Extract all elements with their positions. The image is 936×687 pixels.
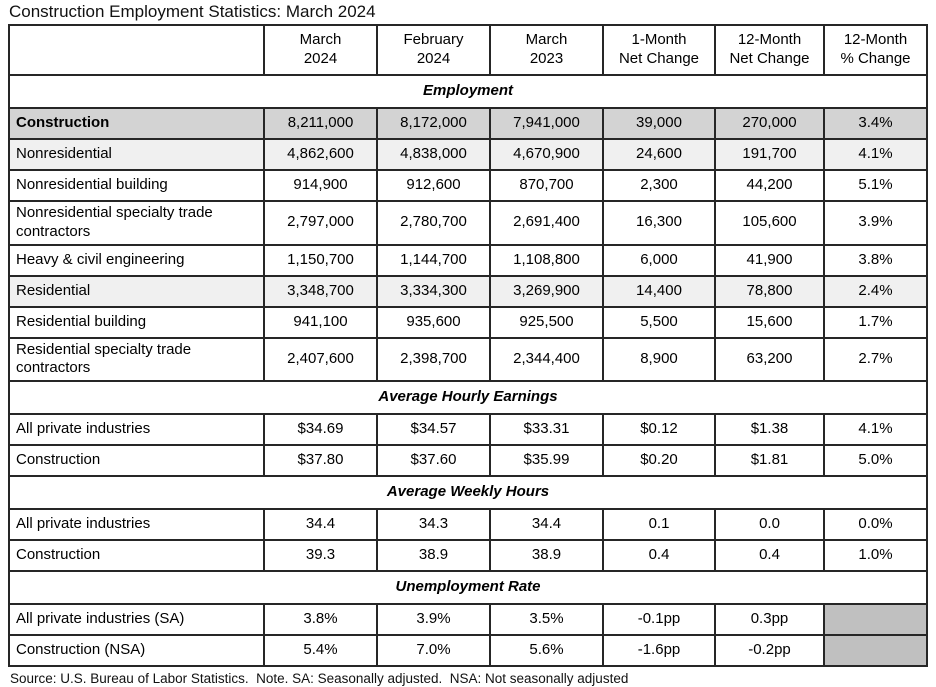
row-label: All private industries (SA) (9, 604, 264, 635)
cell-value: 0.4 (603, 540, 715, 571)
cell-value: 8,172,000 (377, 108, 490, 139)
section-heading: Employment (9, 75, 927, 108)
column-header-line: 2023 (529, 50, 564, 67)
cell-value: 8,211,000 (264, 108, 377, 139)
table-row (9, 307, 927, 338)
cell-value: -1.6pp (603, 635, 715, 666)
cell-value: 3,269,900 (490, 276, 603, 307)
cell-value: 34.4 (490, 509, 603, 540)
section-heading: Unemployment Rate (9, 571, 927, 604)
cell-value: 3.4% (824, 108, 927, 139)
cell-value: 1,144,700 (377, 245, 490, 276)
row-label: Nonresidential specialty trade contractors (9, 201, 264, 245)
row-label: Nonresidential (9, 139, 264, 170)
cell-value: 2,344,400 (490, 338, 603, 382)
cell-value: 5.1% (824, 170, 927, 201)
cell-value: 3.9% (377, 604, 490, 635)
table-row (9, 245, 927, 276)
cell-value: 4.1% (824, 414, 927, 445)
column-header-line: 12-Month (737, 31, 802, 49)
table-row (9, 635, 927, 666)
cell-value: 1,150,700 (264, 245, 377, 276)
row-label: Residential specialty trade contractors (9, 338, 264, 382)
cell-value: 105,600 (715, 201, 824, 245)
cell-value: $1.38 (715, 414, 824, 445)
row-label: Nonresidential building (9, 170, 264, 201)
statistics-table (8, 24, 928, 667)
cell-value: 1,108,800 (490, 245, 603, 276)
cell-value: 0.4 (715, 540, 824, 571)
cell-value: 2,407,600 (264, 338, 377, 382)
cell-value: 2,780,700 (377, 201, 490, 245)
row-label: Construction (9, 108, 264, 139)
cell-value: 41,900 (715, 245, 824, 276)
cell-value: 2,300 (603, 170, 715, 201)
cell-value: $37.80 (264, 445, 377, 476)
cell-value: 3.5% (490, 604, 603, 635)
cell-value: 15,600 (715, 307, 824, 338)
cell-value: 3,348,700 (264, 276, 377, 307)
row-label: Construction (9, 540, 264, 571)
cell-value: 914,900 (264, 170, 377, 201)
column-header-february-2024 (377, 25, 490, 75)
cell-value: 4,838,000 (377, 139, 490, 170)
column-header-line: 2024 (416, 50, 451, 67)
cell-value: 935,600 (377, 307, 490, 338)
column-header-line: March (299, 31, 342, 49)
cell-value: 0.0% (824, 509, 927, 540)
table-row (9, 108, 927, 139)
cell-value: 8,900 (603, 338, 715, 382)
page-title: Construction Employment Statistics: March 2024 (9, 2, 376, 21)
cell-value: 5,500 (603, 307, 715, 338)
cell-value: 7.0% (377, 635, 490, 666)
row-label: Construction (NSA) (9, 635, 264, 666)
cell-value: 4,862,600 (264, 139, 377, 170)
blank-gray-cell (824, 604, 927, 635)
cell-value: 3.8% (824, 245, 927, 276)
cell-value: -0.2pp (715, 635, 824, 666)
cell-value: 912,600 (377, 170, 490, 201)
table-row (9, 540, 927, 571)
row-label: Residential building (9, 307, 264, 338)
column-header-march-2023 (490, 25, 603, 75)
cell-value: 5.6% (490, 635, 603, 666)
cell-value: 870,700 (490, 170, 603, 201)
blank-gray-cell (824, 635, 927, 666)
cell-value: 2.4% (824, 276, 927, 307)
column-header-line: 12-Month (843, 31, 908, 49)
cell-value: 7,941,000 (490, 108, 603, 139)
cell-value: $0.12 (603, 414, 715, 445)
cell-value: 39,000 (603, 108, 715, 139)
cell-value: 4.1% (824, 139, 927, 170)
cell-value: 1.0% (824, 540, 927, 571)
cell-value: 63,200 (715, 338, 824, 382)
table-row (9, 170, 927, 201)
cell-value: 3.8% (264, 604, 377, 635)
column-header-line: Net Change (729, 50, 810, 67)
section-heading-row (9, 381, 927, 414)
cell-value: $37.60 (377, 445, 490, 476)
table-row (9, 414, 927, 445)
column-header-line: February (403, 31, 464, 49)
cell-value: -0.1pp (603, 604, 715, 635)
header-row (9, 25, 927, 75)
section-heading: Average Hourly Earnings (9, 381, 927, 414)
cell-value: 34.4 (264, 509, 377, 540)
cell-value: 2.7% (824, 338, 927, 382)
table-row (9, 445, 927, 476)
row-label: Heavy & civil engineering (9, 245, 264, 276)
cell-value: 38.9 (377, 540, 490, 571)
section-heading-row (9, 476, 927, 509)
table-row (9, 201, 927, 245)
cell-value: 34.3 (377, 509, 490, 540)
cell-value: 191,700 (715, 139, 824, 170)
column-header-empty (9, 25, 264, 75)
column-header-12-month-pct-change (824, 25, 927, 75)
row-label: Residential (9, 276, 264, 307)
table-row (9, 604, 927, 635)
cell-value: 0.1 (603, 509, 715, 540)
cell-value: 14,400 (603, 276, 715, 307)
cell-value: 6,000 (603, 245, 715, 276)
section-heading-row (9, 75, 927, 108)
cell-value: $33.31 (490, 414, 603, 445)
cell-value: 24,600 (603, 139, 715, 170)
column-header-line: % Change (840, 50, 911, 67)
cell-value: 44,200 (715, 170, 824, 201)
cell-value: 5.0% (824, 445, 927, 476)
cell-value: 3,334,300 (377, 276, 490, 307)
column-header-line: March (525, 31, 568, 49)
table-row (9, 276, 927, 307)
row-label: All private industries (9, 509, 264, 540)
cell-value: 270,000 (715, 108, 824, 139)
cell-value: $34.69 (264, 414, 377, 445)
table-row (9, 139, 927, 170)
section-heading: Average Weekly Hours (9, 476, 927, 509)
cell-value: 16,300 (603, 201, 715, 245)
column-header-12-month-net-change (715, 25, 824, 75)
cell-value: 941,100 (264, 307, 377, 338)
cell-value: 1.7% (824, 307, 927, 338)
column-header-line: 1-Month (631, 31, 687, 49)
row-label: Construction (9, 445, 264, 476)
cell-value: 2,398,700 (377, 338, 490, 382)
row-label: All private industries (9, 414, 264, 445)
cell-value: $35.99 (490, 445, 603, 476)
cell-value: 38.9 (490, 540, 603, 571)
cell-value: 4,670,900 (490, 139, 603, 170)
cell-value: $34.57 (377, 414, 490, 445)
cell-value: $1.81 (715, 445, 824, 476)
column-header-1-month-net-change (603, 25, 715, 75)
cell-value: 2,797,000 (264, 201, 377, 245)
cell-value: 2,691,400 (490, 201, 603, 245)
column-header-march-2024 (264, 25, 377, 75)
cell-value: 5.4% (264, 635, 377, 666)
column-header-line: 2024 (303, 50, 338, 67)
cell-value: 78,800 (715, 276, 824, 307)
source-note: Source: U.S. Bureau of Labor Statistics. Note. SA: Seasonally adjusted. NSA: Not seasonally adjusted (10, 671, 629, 686)
cell-value: 925,500 (490, 307, 603, 338)
section-heading-row (9, 571, 927, 604)
cell-value: 39.3 (264, 540, 377, 571)
table-row (9, 338, 927, 382)
cell-value: 0.0 (715, 509, 824, 540)
table-row (9, 509, 927, 540)
column-header-line: Net Change (618, 50, 700, 67)
cell-value: 3.9% (824, 201, 927, 245)
cell-value: $0.20 (603, 445, 715, 476)
cell-value: 0.3pp (715, 604, 824, 635)
